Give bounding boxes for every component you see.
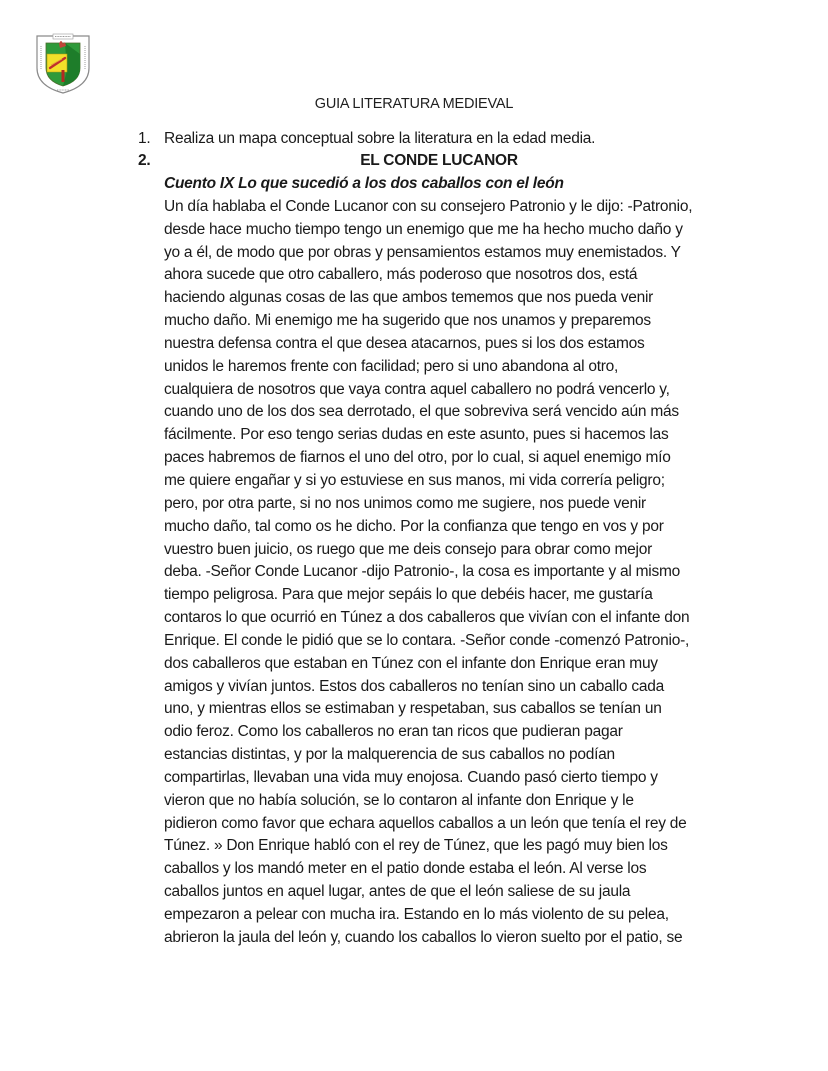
paragraph-line: me quiere engañar y si yo estuviese en sus manos, mi vida correría peligro;: [164, 471, 665, 489]
list-item-text: Realiza un mapa conceptual sobre la literatura en la edad media.: [164, 130, 596, 147]
paragraph-line: tiempo peligrosa. Para que mejor sepáis lo que debéis hacer, me gustaría: [164, 586, 653, 604]
story-section: [164, 173, 724, 950]
paragraph-line: mucho daño, tal como os he dicho. Por la confianza que tengo en vos y por: [164, 517, 664, 535]
paragraph-line: pero, por otra parte, si no nos unimos como me sugiere, nos puede venir: [164, 494, 646, 512]
paragraph-line: paces habremos de fiarnos el uno del otro, por lo cual, si aquel enemigo mío: [164, 449, 671, 467]
story-body: [164, 196, 724, 950]
paragraph-line: amigos y vivían juntos. Estos dos caballeros no tenían sino un caballo cada: [164, 677, 664, 695]
paragraph-line: desde hace mucho tiempo tengo un enemigo que me ha hecho mucho daño y: [164, 220, 683, 238]
paragraph-line: mucho daño. Mi enemigo me ha sugerido que nos unamos y preparemos: [164, 312, 651, 330]
paragraph-line: compartirlas, llevaban una vida muy enojosa. Cuando pasó cierto tiempo y: [164, 768, 658, 786]
paragraph-line: unidos le haremos frente con facilidad; pero si uno abandona al otro,: [164, 357, 619, 375]
paragraph-line: dos caballeros que estaban en Túnez con el infante don Enrique eran muy: [164, 654, 658, 672]
paragraph-line: empezaron a pelear con mucha ira. Estando en lo más violento de su pelea,: [164, 906, 669, 923]
paragraph-line: Túnez. » Don Enrique habló con el rey de Túnez, que les pagó muy bien los: [164, 837, 668, 855]
list-marker: 2.: [138, 152, 151, 169]
paragraph-line: yo a él, de modo que por obras y pensamientos estamos muy enemistados. Y: [164, 243, 681, 261]
paragraph-line: fácilmente. Por eso tengo serias dudas en este asunto, pues si hacemos las: [164, 426, 669, 444]
paragraph-line: haciendo algunas cosas de las que ambos tememos que nos pueda venir: [164, 289, 654, 307]
paragraph-line: ahora sucede que otro caballero, más poderoso que nosotros dos, está: [164, 266, 638, 284]
paragraph-line: caballos y los mandó meter en el patio donde estaba el león. Al verse los: [164, 860, 647, 878]
crest-icon: [31, 30, 95, 96]
list-item-2: [138, 150, 738, 172]
paragraph-line: cuando uno de los dos sea derrotado, el que sobreviva será vencido aún más: [164, 403, 679, 421]
paragraph-line: cualquiera de nosotros que vaya contra aquel caballero no podrá vencerlo y,: [164, 380, 670, 398]
paragraph-line: nuestra defensa contra el que desea atacarnos, pues si los dos estamos: [164, 334, 645, 352]
list-marker: 1.: [138, 130, 151, 147]
paragraph-line: abrieron la jaula del león y, cuando los caballos lo vieron suelto por el patio, se: [164, 928, 683, 946]
paragraph-line: pidieron como favor que echara aquellos caballos a un león que tenía el rey de: [164, 814, 687, 832]
paragraph-line: Un día hablaba el Conde Lucanor con su consejero Patronio y le dijo: -Patronio,: [164, 197, 693, 215]
numbered-list: [138, 128, 738, 172]
paragraph-line: odio feroz. Como los caballeros no eran tan ricos que pudieran pagar: [164, 723, 623, 741]
paragraph-line: caballos juntos en aquel lugar, antes de que el león saliese de su jaula: [164, 883, 631, 901]
paragraph-line: uno, y mientras ellos se estimaban y respetaban, sus caballos se tenían un: [164, 700, 662, 718]
paragraph-line: contaros lo que ocurrió en Túnez a dos caballeros que vivían con el infante don: [164, 609, 690, 627]
paragraph-line: vuestro buen juicio, os ruego que me deis consejo para obrar como mejor: [164, 540, 652, 558]
school-crest-logo: [31, 30, 95, 96]
paragraph-line: estancias distintas, y por la malquerencia de sus caballos no podían: [164, 746, 615, 764]
document-title: GUIA LITERATURA MEDIEVAL: [314, 96, 514, 112]
story-title: Cuento IX Lo que sucedió a los dos caballos con el león: [164, 175, 564, 192]
paragraph-line: Enrique. El conde le pidió que se lo contara. -Señor conde -comenzó Patronio-,: [164, 631, 690, 649]
paragraph-line: deba. -Señor Conde Lucanor -dijo Patronio-, la cosa es importante y al mismo: [164, 563, 681, 581]
list-item-1: [138, 128, 738, 150]
paragraph-line: vieron que no había solución, se lo contaron al infante don Enrique y le: [164, 791, 634, 809]
section-heading: EL CONDE LUCANOR: [360, 152, 518, 169]
